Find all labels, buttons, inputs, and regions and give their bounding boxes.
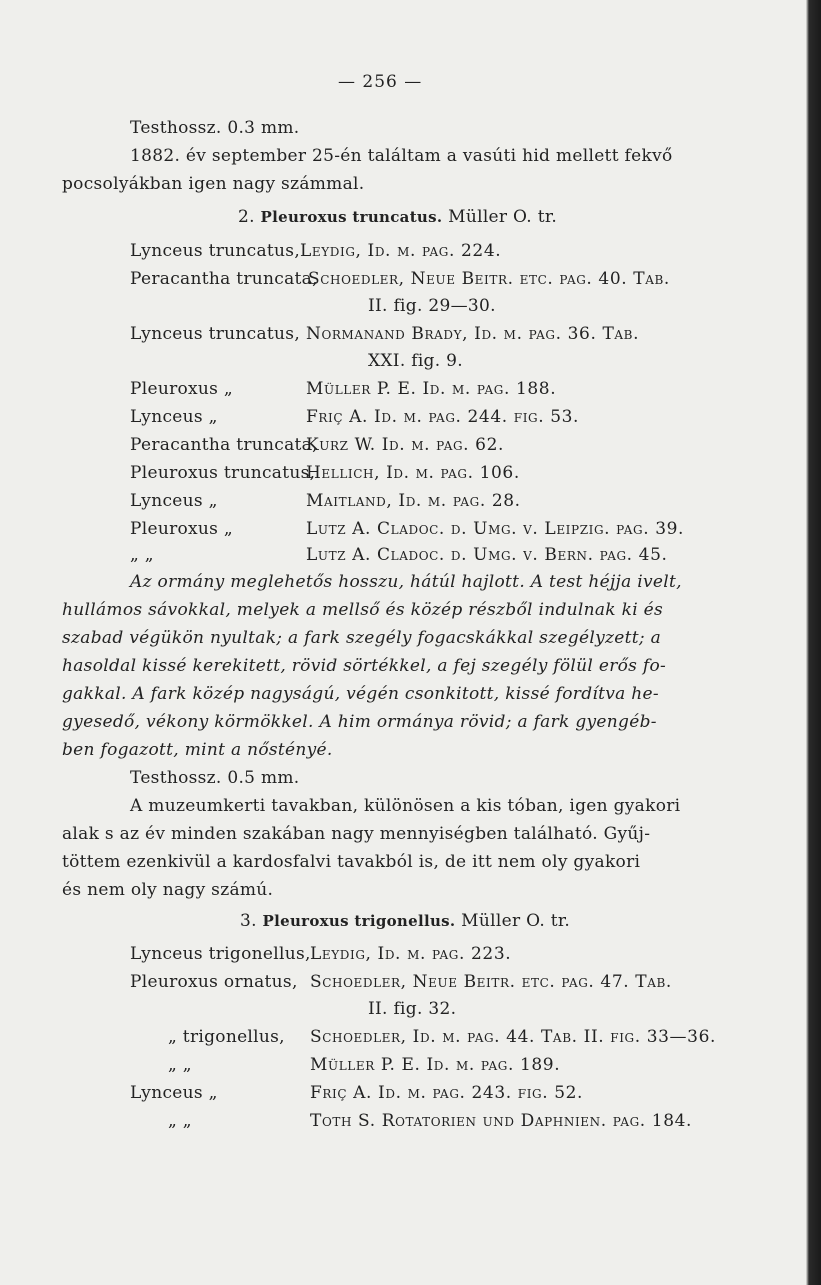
body-length-1: Testhossz. 0.3 mm. xyxy=(130,118,300,138)
synonym-name: Pleuroxus truncatus, xyxy=(130,463,316,483)
synonym-name: „ trigonellus, xyxy=(168,1027,285,1047)
synonym-ref: Toth S. Rotatorien und Daphnien. pag. 184. xyxy=(310,1111,693,1131)
description-line: ben fogazott, mint a nőstényé. xyxy=(62,740,333,760)
scan-edge-shadow xyxy=(806,0,821,1285)
synonym-ref: Hellich, Id. m. pag. 106. xyxy=(306,463,520,483)
synonym-ref-cont: XXI. fig. 9. xyxy=(368,351,463,371)
synonym-name: „ „ xyxy=(168,1111,192,1131)
synonym-name: Lynceus trigonellus, xyxy=(130,944,311,964)
species-name: Pleuroxus trigonellus. xyxy=(262,912,456,930)
synonym-ref: Müller P. E. Id. m. pag. 188. xyxy=(306,379,557,399)
synonym-name: Lynceus „ xyxy=(130,1083,218,1103)
synonym-name: Lynceus „ xyxy=(130,491,218,511)
synonym-name: Pleuroxus ornatus, xyxy=(130,972,298,992)
synonym-name: Pleuroxus „ xyxy=(130,519,234,539)
synonym-ref: Schoedler, Id. m. pag. 44. Tab. II. fig. 33—36. xyxy=(310,1027,716,1047)
species-name: Pleuroxus truncatus. xyxy=(260,208,443,226)
body-length-2: Testhossz. 0.5 mm. xyxy=(130,768,300,788)
synonym-ref-cont: II. fig. 29—30. xyxy=(368,296,496,316)
paragraph-2-line: és nem oly nagy számú. xyxy=(62,880,274,900)
synonym-ref: Leydig, Id. m. pag. 223. xyxy=(310,944,512,964)
description-line: gyesedő, vékony körmökkel. A him ormánya rövid; a fark gyengéb- xyxy=(62,712,657,732)
description-line: Az ormány meglehetős hosszu, hátúl hajlott. A test héjja ivelt, xyxy=(130,572,682,592)
synonym-name: Lynceus truncatus, xyxy=(130,241,301,261)
synonym-name: Peracantha truncata, xyxy=(130,269,318,289)
species-heading-3 xyxy=(240,911,570,931)
page-number: — 256 — xyxy=(338,72,423,92)
paragraph-1-line-1: 1882. év september 25-én találtam a vasúti hid mellett fekvő xyxy=(130,146,673,166)
synonym-ref-cont: II. fig. 32. xyxy=(368,999,457,1019)
description-line: hullámos sávokkal, melyek a mellső és közép részből indulnak ki és xyxy=(62,600,664,620)
synonym-ref: Müller P. E. Id. m. pag. 189. xyxy=(310,1055,561,1075)
synonym-ref: Leydig, Id. m. pag. 224. xyxy=(300,241,502,261)
synonym-ref: Lutz A. Cladoc. d. Umg. v. Leipzig. pag. 39. xyxy=(306,519,685,539)
description-line: hasoldal kissé kerekitett, rövid sörtékkel, a fej szegély fölül erős fo- xyxy=(62,656,667,676)
description-line: szabad végükön nyultak; a fark szegély fogacskákkal szegélyzett; a xyxy=(62,628,662,648)
synonym-ref: Friç A. Id. m. pag. 243. fig. 52. xyxy=(310,1083,584,1103)
species-author: Müller O. tr. xyxy=(461,911,571,931)
synonym-name: Lynceus „ xyxy=(130,407,218,427)
paragraph-2-line: töttem ezenkivül a kardosfalvi tavakból is, de itt nem oly gyakori xyxy=(62,852,641,872)
paragraph-2-line: A muzeumkerti tavakban, különösen a kis tóban, igen gyakori xyxy=(130,796,681,816)
synonym-name: Pleuroxus „ xyxy=(130,379,234,399)
description-line: gakkal. A fark közép nagyságú, végén csonkitott, kissé fordítva he- xyxy=(62,684,659,704)
species-heading-2 xyxy=(238,207,557,227)
synonym-name: Peracantha truncata, xyxy=(130,435,318,455)
synonym-ref: Schoedler, Neue Beitr. etc. pag. 40. Tab. xyxy=(308,269,670,289)
synonym-ref: Normanand Brady, Id. m. pag. 36. Tab. xyxy=(306,324,640,344)
synonym-name: Lynceus truncatus, xyxy=(130,324,301,344)
heading-number: 2. xyxy=(238,207,255,227)
synonym-name: „ „ xyxy=(130,545,154,565)
synonym-name: „ „ xyxy=(168,1055,192,1075)
synonym-ref: Schoedler, Neue Beitr. etc. pag. 47. Tab. xyxy=(310,972,672,992)
heading-number: 3. xyxy=(240,911,257,931)
synonym-ref: Maitland, Id. m. pag. 28. xyxy=(306,491,521,511)
paragraph-1-line-2: pocsolyákban igen nagy számmal. xyxy=(62,174,365,194)
synonym-ref: Friç A. Id. m. pag. 244. fig. 53. xyxy=(306,407,580,427)
synonym-ref: Kurz W. Id. m. pag. 62. xyxy=(306,435,505,455)
paragraph-2-line: alak s az év minden szakában nagy mennyiségben található. Gyűj- xyxy=(62,824,651,844)
species-author: Müller O. tr. xyxy=(448,207,558,227)
synonym-ref: Lutz A. Cladoc. d. Umg. v. Bern. pag. 45. xyxy=(306,545,668,565)
